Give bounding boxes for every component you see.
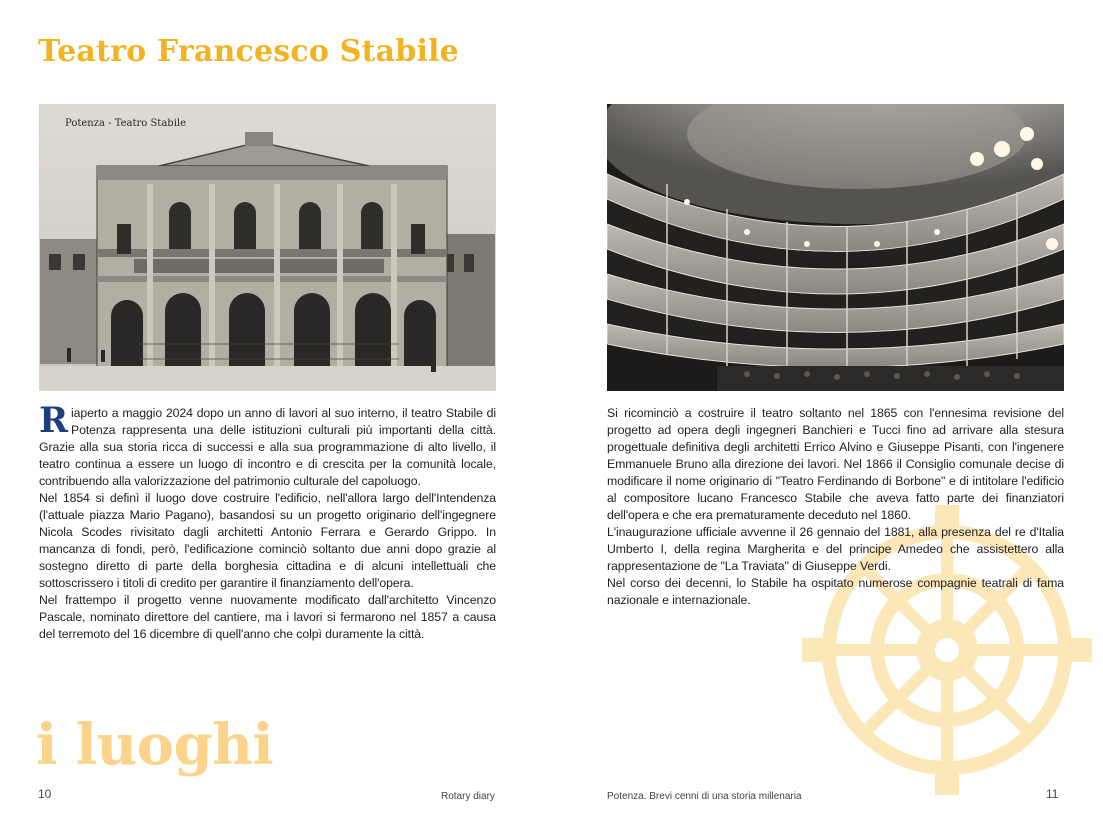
dropcap-letter: R <box>39 400 68 441</box>
page-number-right: 11 <box>1046 787 1059 801</box>
left-page <box>0 0 551 827</box>
historic-theatre-illustration <box>39 104 496 391</box>
paragraph-decades: Nel corso dei decenni, lo Stabile ha ospitato numerose compagnie teatrali di fama nazionale e internazionale. <box>607 576 1064 607</box>
theatre-interior-illustration <box>607 104 1064 391</box>
footer-right: Potenza. Brevi cenni di una storia millenaria <box>607 791 802 802</box>
paragraph-1857: Nel frattempo il progetto venne nuovamente modificato dall'architetto Vincenzo Pascale, nominato direttore del cantiere, ma i lavori si fermarono nel 1857 a causa del terremoto del 16 dicembre di quell'anno che colpì duramente la città. <box>39 593 496 641</box>
theatre-interior-photo <box>607 104 1064 391</box>
right-page <box>552 0 1103 827</box>
right-body-text <box>607 405 1064 609</box>
intro-paragraph: Riaperto a maggio 2024 dopo un anno di lavori al suo interno, il teatro Stabile di Potenza rappresenta una delle istituzioni culturali più importanti della città. Grazie alla sua storia ricca di successi e alla sua programmazione di alto livello, il teatro continua a essere un luogo di incontro e di crescita per la comunità locale, contribuendo alla valorizzazione del patrimonio culturale del capoluogo. <box>39 400 496 488</box>
historic-theatre-photo <box>39 104 496 391</box>
section-heading-i-luoghi: i luoghi <box>36 712 274 778</box>
paragraph-1865: Si ricominciò a costruire il teatro soltanto nel 1865 con l'ennesima revisione del progetto ad opera degli ingegneri Banchieri e Tucci fino ad arrivare alla stesura progettuale definitiva degli architetti Errico Alvino e Giuseppe Pisanti, con l'ingenere Emmanuele Bruno alla direzione dei lavori. Nel 1866 il Consiglio comunale decise di modificare il nome originario di "Teatro Ferdinando di Borbone" e di intitolare l'edificio al compositore lucano Francesco Stabile che aveva fatto parte dei finanziatori dell'opera e che era prematuramente deceduto nel 1860. <box>607 406 1064 522</box>
footer-left: Rotary diary <box>441 791 495 802</box>
paragraph-inauguration: L'inaugurazione ufficiale avvenne il 26 gennaio del 1881, alla presenza del re d'Italia Umberto I, della regina Margherita e del principe Amedeo che assistettero alla rappresentazione de "La Traviata" di Giuseppe Verdi. <box>607 525 1064 573</box>
left-body-text <box>39 400 496 643</box>
page-title: Teatro Francesco Stabile <box>38 34 459 69</box>
photo-handwritten-caption: Potenza - Teatro Stabile <box>65 118 187 129</box>
page-number-left: 10 <box>38 787 52 801</box>
paragraph-1854: Nel 1854 si definì il luogo dove costruire l'edificio, nell'allora largo dell'Intendenza (l'attuale piazza Mario Pagano), basandosi su un progetto originario dell'ingegnere Nicola Scodes rivisitato dagli architetti Antonio Ferrara e Gerardo Grippo. In mancanza di fondi, però, l'edificazione cominciò soltanto due anni dopo grazie al sostegno diretto di parte della borghesia cittadina e di alcuni intellettuali che sottoscrissero i titoli di credito per garantire il finanziamento dell'opera. <box>39 491 496 590</box>
